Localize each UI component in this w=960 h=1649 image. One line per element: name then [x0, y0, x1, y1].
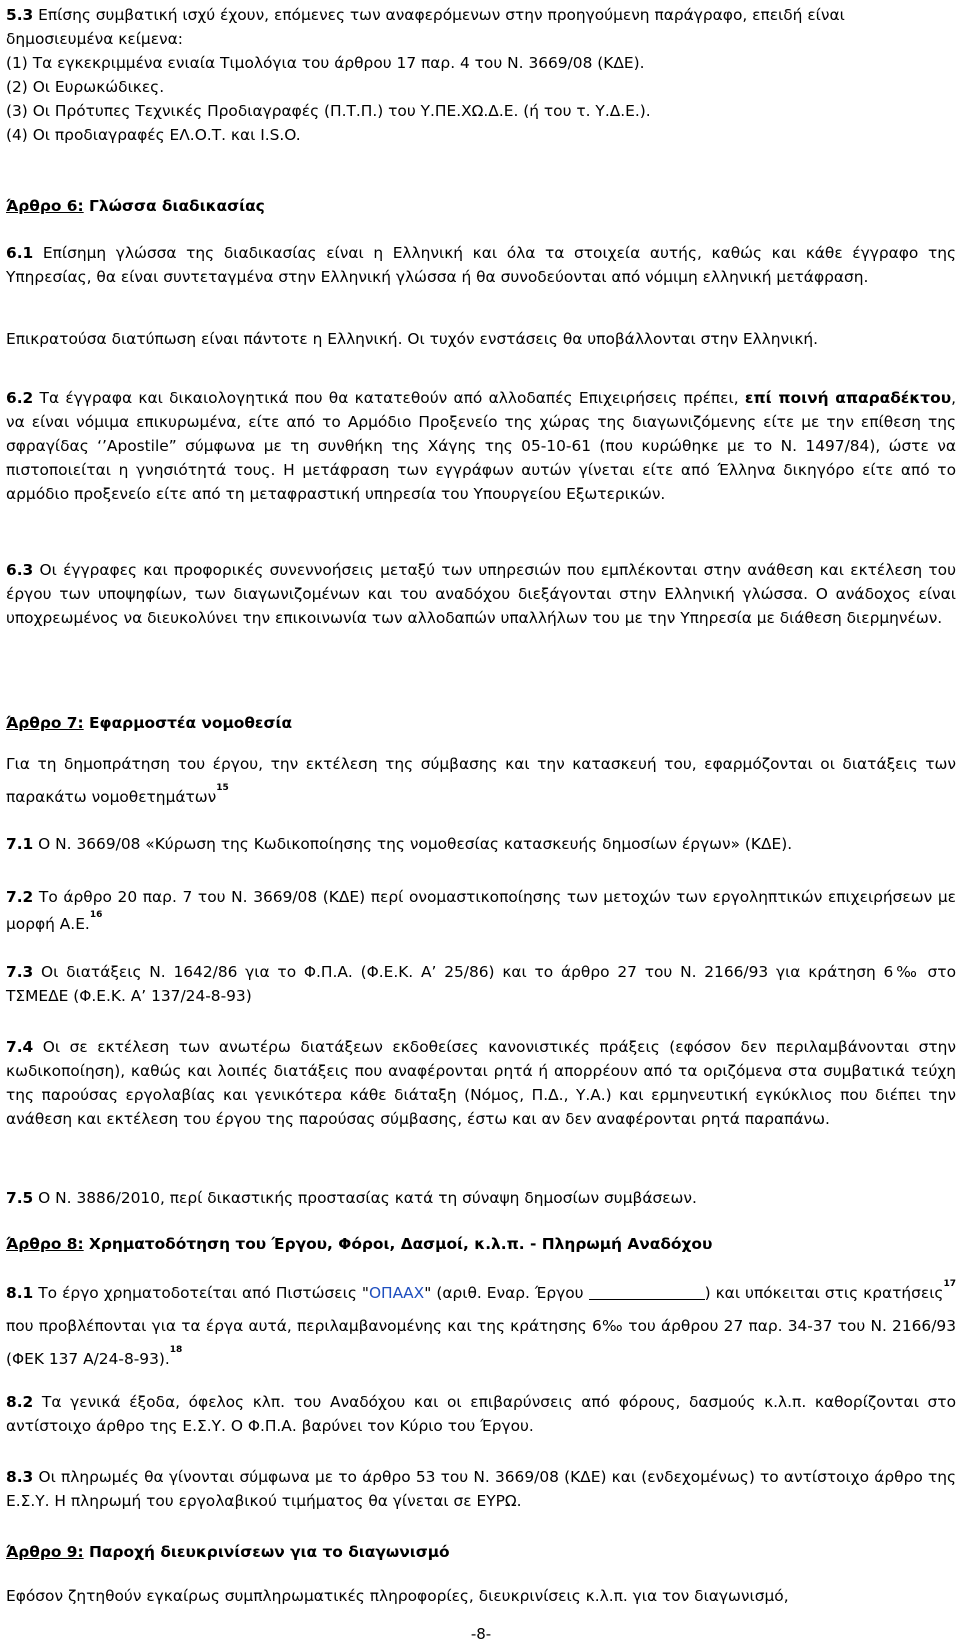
s53-line-2: (1) Τα εγκεκριμμένα ενιαία Τιμολόγια του άρθρου 17 παρ. 4 του Ν. 3669/08 (ΚΔΕ).: [6, 54, 645, 72]
s53-line-5: (4) Οι προδιαγραφές ΕΛ.Ο.Τ. και I.S.O.: [6, 126, 301, 144]
article-9-heading: [6, 1540, 956, 1564]
s53-line-1: 5.3 Επίσης συμβατική ισχύ έχουν, επόμενες των αναφερόμενων στην προηγούμενη παράγραφο, επειδή είναι δημοσιευμένα κείμενα:: [6, 6, 845, 48]
footnote-ref-15: 15: [216, 783, 229, 793]
s53-line-4: (3) Οι Πρότυπες Τεχνικές Προδιαγραφές (Π.Τ.Π.) του Υ.ΠΕ.ΧΩ.Δ.Ε. (ή του τ. Υ.Δ.Ε.).: [6, 102, 651, 120]
paragraph-7-5: 7.5 Ο Ν. 3886/2010, περί δικαστικής προστασίας κατά τη σύναψη δημοσίων συμβάσεων.: [6, 1189, 697, 1207]
footnote-ref-17: 17: [943, 1279, 956, 1289]
article-9-intro: Εφόσον ζητηθούν εγκαίρως συμπληρωματικές πληροφορίες, διευκρινίσεις κ.λ.π. για τον διαγωνισμό,: [6, 1587, 789, 1605]
article-8-title: Χρηματοδότηση του Έργου, Φόροι, Δασμοί, κ.λ.π. - Πληρωμή Αναδόχου: [83, 1235, 713, 1253]
paragraph-7-3: 7.3 Οι διατάξεις Ν. 1642/86 για το Φ.Π.Α. (Φ.Ε.Κ. Α’ 25/86) και το άρθρο 27 του Ν. 2166/93 για κράτηση 6‰ στο ΤΣΜΕΔΕ (Φ.Ε.Κ. Α’ 137/24-8-93): [6, 963, 956, 1005]
article-6-heading: [6, 194, 956, 218]
section-5-3: [6, 3, 956, 147]
paragraph-8-1: 8.1 Το έργο χρηματοδοτείται από Πιστώσεις "ΟΠΑΑΧ" (αριθ. Εναρ. Έργου ) και υπόκειται στις κρατήσεις$^{17}$ που προβλέπονται για τα έργα αυτά, περιλαμβανομένης και της κράτησης 6‰ του άρθρου 27 παρ. 34-37 του Ν. 2166/93 (ΦΕΚ 137 Α/24-8-93).$^{18}$: [6, 1279, 956, 1368]
article-9-title: Παροχή διευκρινίσεων για το διαγωνισμό: [83, 1543, 450, 1561]
paragraph-6-1: 6.1 Επίσημη γλώσσα της διαδικασίας είναι η Ελληνική και όλα τα στοιχεία αυτής, καθώς και κάθε έγγραφο της Υπηρεσίας, θα είναι συντεταγμένα στην Ελληνική γλώσσα ή θα συνοδεύονται από νόμιμη ελληνική μετάφραση.: [6, 244, 956, 286]
footnote-ref-18: 18: [169, 1345, 183, 1355]
paragraph-8-2: 8.2 Τα γενικά έξοδα, όφελος κλπ. του Αναδόχου και οι επιβαρύνσεις από φόρους, δασμούς κ.λ.π. καθορίζονται στο αντίστοιχο άρθρο της Ε.Σ.Υ. Ο Φ.Π.Α. βαρύνει τον Κύριο του Έργου.: [6, 1393, 956, 1435]
paragraph-6-3: 6.3 Οι έγγραφες και προφορικές συνεννοήσεις μεταξύ των υπηρεσιών που εμπλέκονται στην ανάθεση και εκτέλεση του έργου των υποψηφίων, των διαγωνιζομένων και του αναδόχου διεξάγονται στην Ελληνική γλώσσα. Ο ανάδοχος είναι υποχρεωμένος να διευκολύνει την επικοινωνία των αλλοδαπών υπαλλήλων του με την Υπηρεσία με διάθεση διερμηνέων.: [6, 561, 956, 627]
s53-line-3: (2) Οι Ευρωκώδικες.: [6, 78, 165, 96]
article-7-label: Άρθρο 7:: [6, 714, 84, 732]
paragraph-7-2: 7.2 Το άρθρο 20 παρ. 7 του Ν. 3669/08 (ΚΔΕ) περί ονομαστικοποίησης των μετοχών των εργοληπτικών επιχειρήσεων με μορφή Α.Ε.$^{16}$: [6, 888, 956, 933]
article-8-label: Άρθρο 8:: [6, 1235, 84, 1253]
article-9-label: Άρθρο 9:: [6, 1543, 84, 1561]
funding-program: ΟΠΑΑΧ: [368, 1284, 425, 1302]
page-number: -8-: [470, 1625, 492, 1643]
article-8-heading: [6, 1232, 956, 1256]
article-7-heading: [6, 711, 956, 735]
article-6-label: Άρθρο 6:: [6, 197, 84, 215]
article-6-title: Γλώσσα διαδικασίας: [83, 197, 265, 215]
paragraph-8-3: 8.3 Οι πληρωμές θα γίνονται σύμφωνα με το άρθρο 53 του Ν. 3669/08 (ΚΔΕ) και (ενδεχομένως) το αντίστοιχο άρθρο της Ε.Σ.Υ. Η πληρωμή του εργολαβικού τιμήματος θα γίνεται σε ΕΥΡΩ.: [6, 1468, 956, 1510]
article-7-intro: Για τη δημοπράτηση του έργου, την εκτέλεση της σύμβασης και την κατασκευή του, εφαρμόζονται οι διατάξεις των παρακάτω νομοθετημάτων$^{15}$: [6, 755, 956, 806]
footnote-ref-16: 16: [89, 910, 103, 920]
article-7-title: Εφαρμοστέα νομοθεσία: [83, 714, 293, 732]
paragraph-7-4: 7.4 Οι σε εκτέλεση των ανωτέρω διατάξεων εκδοθείσες κανονιστικές πράξεις (εφόσον δεν περιλαμβάνονται στην κωδικοποίηση), καθώς και λοιπές διατάξεις που αναφέρονται ρητά ή απορρέουν από τα οριζόμενα στα συμβατικά τεύχη της παρούσας εργολαβίας και γενικότερα κάθε διάταξη (Νόμος, Π.Δ., Υ.Α.) και ερμηνευτική εγκύκλιος που διέπει την ανάθεση και εκτέλεση του έργου της παρούσας σύμβασης, έστω και αν δεν αναφέρονται ρητά παραπάνω.: [6, 1038, 956, 1128]
paragraph-7-1: 7.1 Ο Ν. 3669/08 «Κύρωση της Κωδικοποίησης της νομοθεσίας κατασκευής δημοσίων έργων» (ΚΔΕ).: [6, 835, 793, 853]
document-page: [6, 0, 956, 1649]
paragraph-6-2: 6.2 Τα έγγραφα και δικαιολογητικά που θα κατατεθούν από αλλοδαπές Επιχειρήσεις πρέπει, επί ποινή απαραδέκτου, να είναι νόμιμα επικυρωμένα, είτε από το Αρμόδιο Προξενείο της χώρας της διαγωνιζόμενης είτε με την επίθεση της σφραγίδας ‘’Apostile” σύμφωνα με τη συνθήκη της Χάγης της 05-10-61 (που κυρώθηκε με το Ν. 1497/84), ώστε να πιστοποιείται η γνησιότητά τους. Η μετάφραση των εγγράφων αυτών γίνεται είτε από Έλληνα δικηγόρο είτε από το αρμόδιο προξενείο είτε από τη μεταφραστική υπηρεσία του Υπουργείου Εξωτερικών.: [6, 389, 956, 503]
project-number-blank: [589, 1281, 705, 1300]
paragraph-6-1b: Επικρατούσα διατύπωση είναι πάντοτε η Ελληνική. Οι τυχόν ενστάσεις θα υποβάλλονται στην Ελληνική.: [6, 330, 819, 348]
